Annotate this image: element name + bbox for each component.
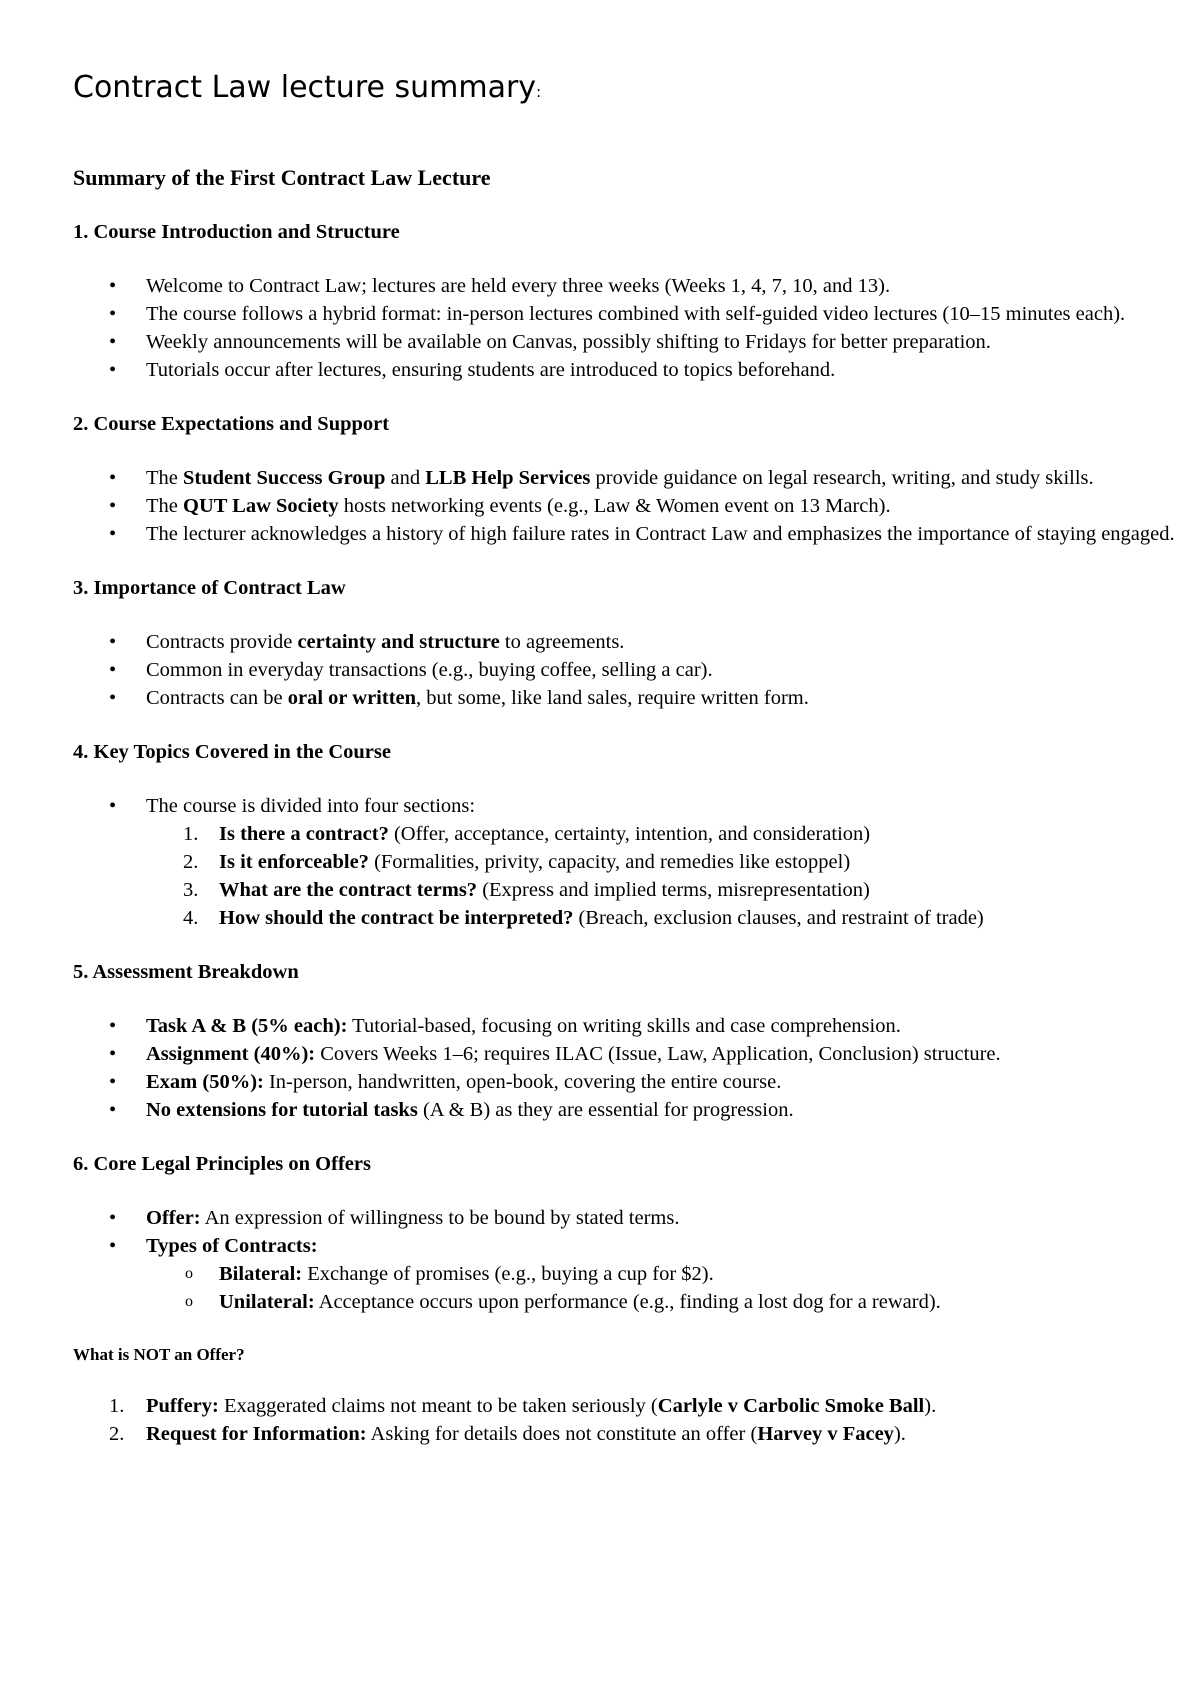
text-run: hosts networking events (e.g., Law & Women event on 13 March).	[338, 495, 891, 517]
list-item	[73, 1392, 1183, 1420]
text-run: Asking for details does not constitute an offer (	[366, 1423, 758, 1445]
bold-term: Is there a contract?	[219, 823, 389, 845]
text-run: The	[146, 467, 183, 489]
text-run: In-person, handwritten, open-book, covering the entire course.	[263, 1071, 782, 1093]
section-5-list	[73, 1012, 1183, 1124]
text-run: (A & B) as they are essential for progression.	[417, 1099, 794, 1121]
section-heading-importance: 3. Importance of Contract Law	[73, 577, 346, 599]
topic-item	[73, 820, 1183, 848]
list-item	[73, 492, 1183, 520]
text-run: Covers Weeks 1–6; requires ILAC (Issue, Law, Application, Conclusion) structure.	[315, 1043, 1001, 1065]
text-run: ).	[893, 1423, 906, 1445]
section-heading-key-topics: 4. Key Topics Covered in the Course	[73, 741, 391, 763]
sub-list-item	[73, 1288, 1183, 1316]
text-run: Contracts can be	[146, 687, 288, 709]
bold-term: Assignment (40%):	[146, 1043, 316, 1065]
case-name: Carlyle v Carbolic Smoke Ball	[657, 1395, 925, 1417]
item-number: 1.	[109, 1395, 125, 1417]
document-subtitle: Summary of the First Contract Law Lecture	[73, 165, 491, 190]
text-run: to agreements.	[499, 631, 625, 653]
text-run: and	[385, 467, 426, 489]
list-item	[73, 684, 1183, 712]
bold-term: What are the contract terms?	[219, 879, 478, 901]
section-heading-assessment: 5. Assessment Breakdown	[73, 961, 299, 983]
section-6-list	[73, 1204, 1183, 1316]
text-run: , but some, like land sales, require written form.	[416, 687, 809, 709]
bold-term: Unilateral:	[219, 1291, 315, 1313]
bold-term: No extensions for tutorial tasks	[146, 1099, 418, 1121]
list-item	[73, 1420, 1183, 1448]
list-item	[73, 1096, 1183, 1124]
bold-term: Offer:	[146, 1207, 201, 1229]
list-item: • Tutorials occur after lectures, ensuring students are introduced to topics beforehand.	[73, 356, 1183, 384]
topic-item	[73, 876, 1183, 904]
text-run: (Offer, acceptance, certainty, intention, and consideration)	[388, 823, 871, 845]
bold-term: Student Success Group	[183, 467, 386, 489]
bold-term: certainty and structure	[297, 631, 500, 653]
bold-term: Request for Information:	[146, 1423, 367, 1445]
title-text: Contract Law lecture summary	[73, 70, 537, 105]
topic-item	[73, 848, 1183, 876]
document-title	[73, 70, 541, 105]
bold-term: Types of Contracts:	[146, 1235, 318, 1257]
list-item: • Welcome to Contract Law; lectures are held every three weeks (Weeks 1, 4, 7, 10, and 13).	[73, 272, 1183, 300]
item-number: 2.	[183, 851, 199, 873]
list-item	[73, 1232, 1183, 1316]
bold-term: Task A & B (5% each):	[146, 1015, 348, 1037]
section-1-list	[73, 272, 1183, 384]
item-number: 4.	[183, 907, 199, 929]
item-number: 2.	[109, 1423, 125, 1445]
text-run: Exchange of promises (e.g., buying a cup for $2).	[302, 1263, 714, 1285]
text-run: ).	[924, 1395, 937, 1417]
bold-term: LLB Help Services	[425, 467, 591, 489]
not-offer-list	[73, 1392, 1183, 1448]
bold-term: How should the contract be interpreted?	[219, 907, 574, 929]
text-run: The course is divided into four sections:	[146, 795, 476, 817]
title-colon: :	[536, 83, 542, 101]
section-heading-core-principles: 6. Core Legal Principles on Offers	[73, 1153, 371, 1175]
bold-term: Bilateral:	[219, 1263, 303, 1285]
section-3-list	[73, 628, 1183, 712]
text-run: provide guidance on legal research, writing, and study skills.	[590, 467, 1094, 489]
list-item	[73, 464, 1183, 492]
list-item: • The course follows a hybrid format: in-person lectures combined with self-guided video lectures (10–15 minutes each).	[73, 300, 1183, 328]
text-run: The	[146, 495, 183, 517]
section-heading-course-expectations: 2. Course Expectations and Support	[73, 413, 390, 435]
bold-term: Is it enforceable?	[219, 851, 369, 873]
list-item	[73, 792, 1183, 932]
text-run: Exaggerated claims not meant to be taken seriously (	[218, 1395, 658, 1417]
case-name: Harvey v Facey	[757, 1423, 894, 1445]
list-item	[73, 1040, 1183, 1068]
text-run: Acceptance occurs upon performance (e.g., finding a lost dog for a reward).	[314, 1291, 941, 1313]
list-item: • The lecturer acknowledges a history of high failure rates in Contract Law and emphasizes the importance of staying engaged.	[73, 520, 1183, 548]
text-run: Contracts provide	[146, 631, 298, 653]
item-number: 1.	[183, 823, 199, 845]
section-heading-course-introduction: 1. Course Introduction and Structure	[73, 221, 400, 243]
text-run: (Breach, exclusion clauses, and restraint of trade)	[573, 907, 984, 929]
sub-list-item	[73, 1260, 1183, 1288]
topics-list	[146, 820, 1183, 932]
text-run: (Formalities, privity, capacity, and remedies like estoppel)	[368, 851, 851, 873]
contract-types-list	[146, 1260, 1183, 1316]
text-run: Tutorial-based, focusing on writing skills and case comprehension.	[347, 1015, 901, 1037]
list-item	[73, 628, 1183, 656]
list-item	[73, 1012, 1183, 1040]
bold-term: QUT Law Society	[183, 495, 339, 517]
document-body	[73, 164, 1183, 1474]
section-heading-not-an-offer: What is NOT an Offer?	[73, 1345, 245, 1364]
list-item	[73, 1204, 1183, 1232]
text-run: (Express and implied terms, misrepresentation)	[477, 879, 870, 901]
list-item: • Common in everyday transactions (e.g., buying coffee, selling a car).	[73, 656, 1183, 684]
bold-term: oral or written	[287, 687, 417, 709]
text-run: An expression of willingness to be bound by stated terms.	[200, 1207, 680, 1229]
list-item	[73, 1068, 1183, 1096]
topic-item	[73, 904, 1183, 932]
section-4-list	[73, 792, 1183, 932]
bold-term: Puffery:	[146, 1395, 219, 1417]
item-number: 3.	[183, 879, 199, 901]
bold-term: Exam (50%):	[146, 1071, 264, 1093]
list-item: • Weekly announcements will be available on Canvas, possibly shifting to Fridays for better preparation.	[73, 328, 1183, 356]
section-2-list	[73, 464, 1183, 548]
